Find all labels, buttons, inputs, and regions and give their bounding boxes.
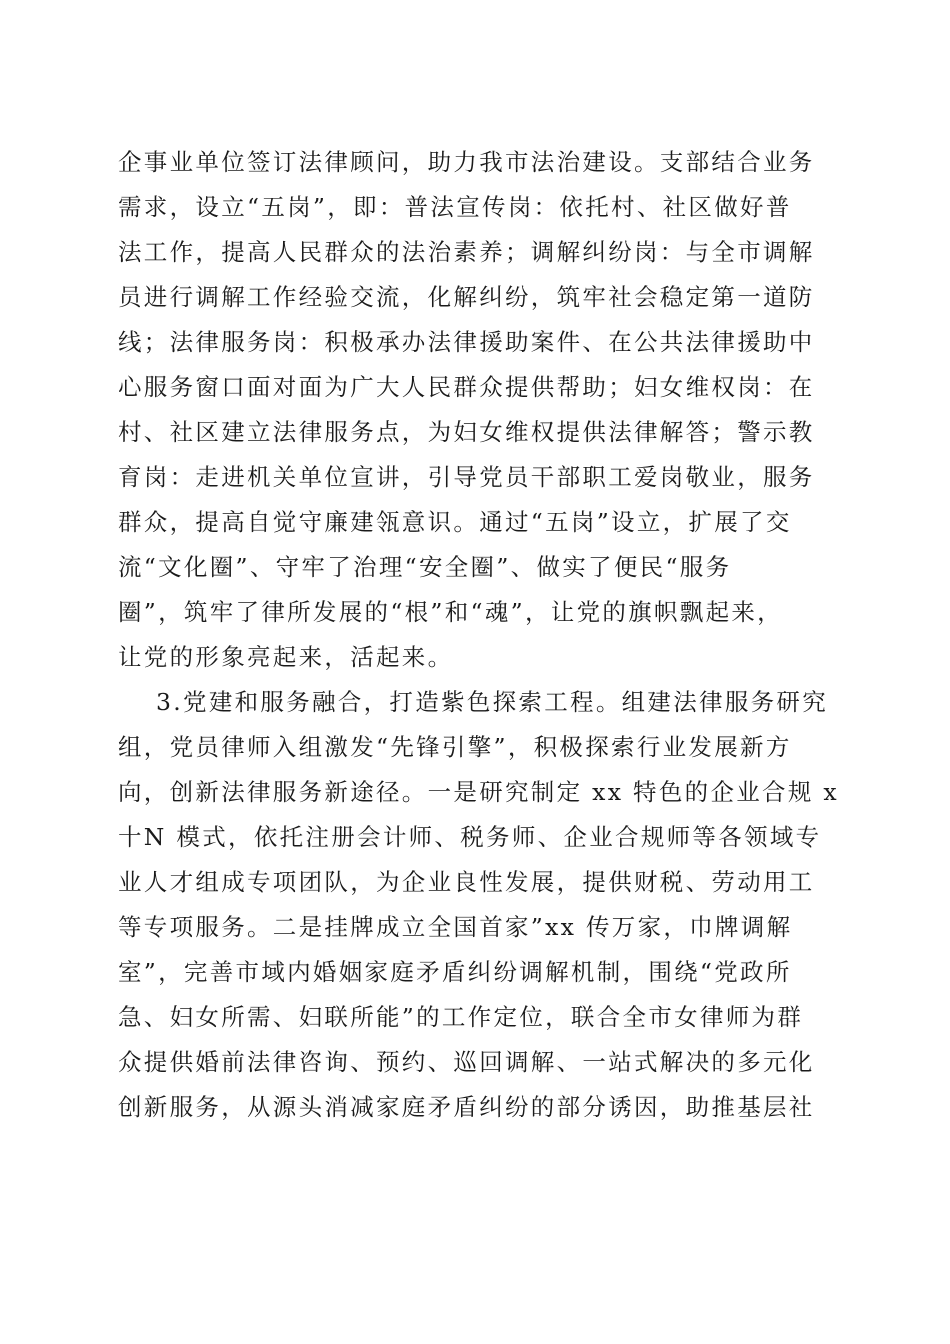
text-line: 众提供婚前法律咨询、预约、巡回调解、一站式解决的多元化 [118,1048,815,1076]
text-line: 村、社区建立法律服务点，为妇女维权提供法律解答；警示教 [118,418,815,446]
text-line: 十N 模式，依托注册会计师、税务师、企业合规师等各领域专 [118,823,822,851]
text-line: 让党的形象亮起来，活起来。 [118,643,454,671]
text-line: 室”，完善市域内婚姻家庭矛盾纠纷调解机制，围绕“党政所 [118,958,792,986]
paragraph-start-line: 3.党建和服务融合，打造紫色探索工程。组建法律服务研究 [156,688,829,716]
body-text [118,140,838,1130]
text-line: 圈”，筑牢了律所发展的“根”和“魂”，让党的旗帜飘起来， [118,598,783,626]
text-line: 急、妇女所需、妇联所能”的工作定位，联合全市女律师为群 [118,1003,804,1031]
text-line: 群众，提高自觉守廉建瓴意识。通过“五岗”设立，扩展了交 [118,508,792,536]
text-line: 业人才组成专项团队，为企业良性发展，提供财税、劳动用工 [118,868,815,896]
text-line: 流“文化圈”、守牢了治理“安全圈”、做实了便民“服务 [118,553,732,581]
text-line: 线；法律服务岗：积极承办法律援助案件、在公共法律援助中 [118,328,815,356]
text-line: 等专项服务。二是挂牌成立全国首家”xx 传万家，巾牌调解 [118,913,793,941]
text-line: 向，创新法律服务新途径。一是研究制定 xx 特色的企业合规 x [118,778,839,806]
text-line: 创新服务，从源头消减家庭矛盾纠纷的部分诱因，助推基层社 [118,1093,815,1121]
text-line: 育岗：走进机关单位宣讲，引导党员干部职工爱岗敬业，服务 [118,463,815,491]
text-line: 需求，设立“五岗”，即：普法宣传岗：依托村、社区做好普 [118,193,792,221]
text-line: 企事业单位签订法律顾问，助力我市法治建设。支部结合业务 [118,148,815,176]
text-line: 法工作，提高人民群众的法治素养；调解纠纷岗：与全市调解 [118,238,815,266]
text-line: 心服务窗口面对面为广大人民群众提供帮助；妇女维权岗：在 [118,373,815,401]
text-line: 组，党员律师入组激发“先锋引擎”，积极探索行业发展新方 [118,733,792,761]
text-line: 员进行调解工作经验交流，化解纠纷，筑牢社会稳定第一道防 [118,283,815,311]
